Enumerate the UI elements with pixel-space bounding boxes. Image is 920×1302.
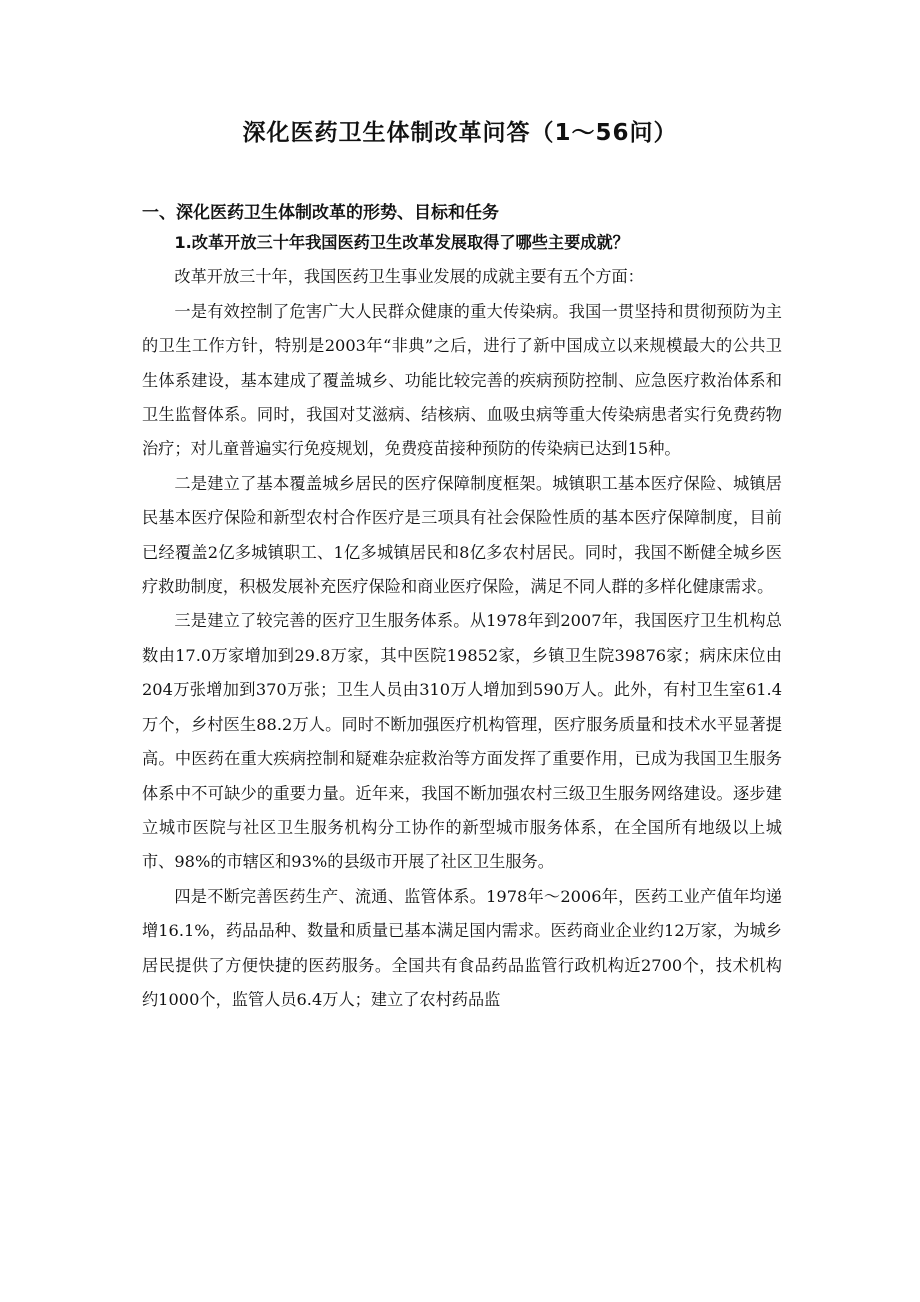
document-title: 深化医药卫生体制改革问答（1～56问） [242, 120, 678, 146]
paragraph-intro: 改革开放三十年，我国医药卫生事业发展的成就主要有五个方面： [174, 267, 644, 287]
paragraph-achievement-4: 四是不断完善医药生产、流通、监管体系。1978年～2006年，医药工业产值年均递增16.1%，药品品种、数量和质量已基本满足国内需求。医药商业企业约12万家，为城乡居民提供了方便快捷的医药服务。全国共有食品药品监管行政机构近2700个，技术机构约1000个，监管人员6.4万人；建立了农村药品监 [142, 886, 782, 1009]
question-heading: 1.改革开放三十年我国医药卫生改革发展取得了哪些主要成就？ [174, 233, 629, 252]
paragraph-achievement-1: 一是有效控制了危害广大人民群众健康的重大传染病。我国一贯坚持和贯彻预防为主的卫生工作方针，特别是2003年“非典”之后，进行了新中国成立以来规模最大的公共卫生体系建设，基本建成了覆盖城乡、功能比较完善的疾病预防控制、应急医疗救治体系和卫生监督体系。同时，我国对艾滋病、结核病、血吸虫病等重大传染病患者实行免费药物治疗；对儿童普遍实行免疫规划，免费疫苗接种预防的传染病已达到15种。 [142, 301, 782, 459]
paragraph-achievement-2: 二是建立了基本覆盖城乡居民的医疗保障制度框架。城镇职工基本医疗保险、城镇居民基本医疗保险和新型农村合作医疗是三项具有社会保险性质的基本医疗保障制度，目前已经覆盖2亿多城镇职工、1亿多城镇居民和8亿多农村居民。同时，我国不断健全城乡医疗救助制度，积极发展补充医疗保险和商业医疗保险，满足不同人群的多样化健康需求。 [142, 473, 782, 597]
paragraph-achievement-3: 三是建立了较完善的医疗卫生服务体系。从1978年到2007年，我国医疗卫生机构总数由17.0万家增加到29.8万家，其中医院19852家，乡镇卫生院39876家；病床床位由204万张增加到370万张；卫生人员由310万人增加到590万人。此外，有村卫生室61.4万个，乡村医生88.2万人。同时不断加强医疗机构管理，医疗服务质量和技术水平显著提高。中医药在重大疾病控制和疑难杂症救治等方面发挥了重要作用，已成为我国卫生服务体系中不可缺少的重要力量。近年来，我国不断加强农村三级卫生服务网络建设。逐步建立城市医院与社区卫生服务机构分工协作的新型城市服务体系，在全国所有地级以上城市、98%的市辖区和93%的县级市开展了社区卫生服务。 [142, 611, 782, 872]
document-body [142, 226, 782, 1017]
section-heading: 一、深化医药卫生体制改革的形势、目标和任务 [142, 203, 499, 223]
